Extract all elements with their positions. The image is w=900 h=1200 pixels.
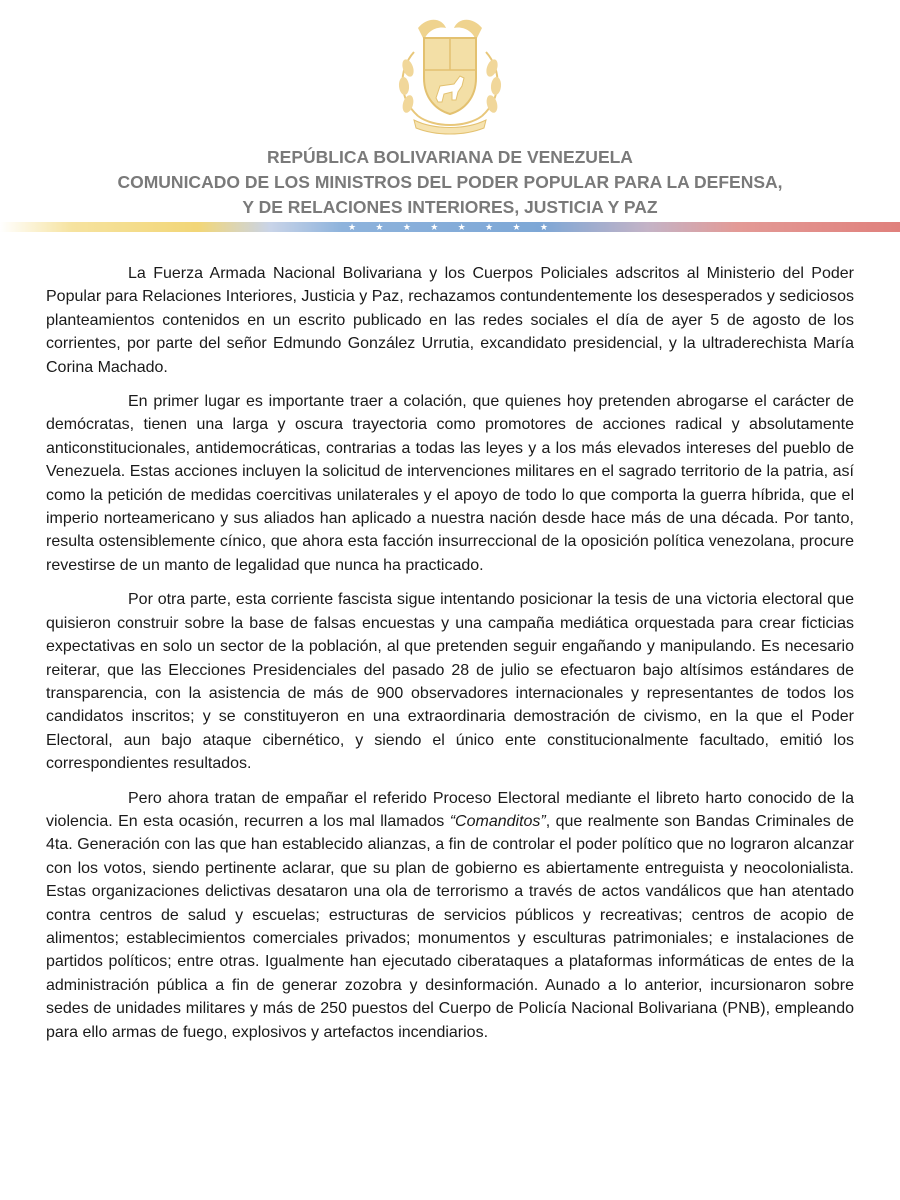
heading-communique: COMUNICADO DE LOS MINISTROS DEL PODER POPULAR PARA LA DEFENSA, <box>117 172 783 192</box>
flag-stars <box>348 222 548 232</box>
star-icon: ★ <box>348 222 357 232</box>
paragraph-4-part-a: Pero ahora tratan de empañar el referido Proceso Electoral mediante el libreto harto conocido de la violencia. En esta ocasión, recurren a los mal llamados <box>46 789 854 830</box>
star-icon: ★ <box>512 222 521 232</box>
star-icon: ★ <box>402 222 411 232</box>
star-icon: ★ <box>485 222 494 232</box>
heading-ministries: Y DE RELACIONES INTERIORES, JUSTICIA Y PAZ <box>242 197 658 217</box>
paragraph-3: Por otra parte, esta corriente fascista sigue intentando posicionar la tesis de una victoria electoral que quisieron construir sobre la base de falsas encuestas y una campaña mediática orquestada para crear ficticias expectativas en solo un sector de la población, al que pretenden seguir engañando y manipulando. Es necesario reiterar, que las Elecciones Presidenciales del pasado 28 de julio se efectuaron bajo altísimos estándares de transparencia, con la asistencia de más de 900 observadores internacionales y representantes de todos los candidatos inscritos; y se constituyeron en una extraordinaria demostración de civismo, en la que el Poder Electoral, aun bajo ataque cibernético, y siendo el único ente constitucionalmente facultado, emitió los correspondientes resultados. <box>46 591 854 773</box>
star-icon: ★ <box>457 222 466 232</box>
star-icon: ★ <box>430 222 439 232</box>
comanditos-term: “Comanditos” <box>449 812 546 830</box>
paragraph-4 <box>46 787 854 1044</box>
paragraph-1: La Fuerza Armada Nacional Bolivariana y los Cuerpos Policiales adscritos al Ministerio del Poder Popular para Relaciones Interiores, Justicia y Paz, rechazamos contundentemente los desesperados y sediciosos planteamientos contenidos en un escrito publicado en las redes sociales el día de ayer 5 de agosto de los corrientes, por parte del señor Edmundo González Urrutia, excandidato presidencial, y la ultraderechista María Corina Machado. <box>46 265 854 376</box>
star-icon: ★ <box>375 222 384 232</box>
paragraph-4-part-b: , que realmente son Bandas Criminales de 4ta. Generación con las que han establecido alianzas, a fin de controlar el poder político que no lograron alcanzar con los votos, siendo pertinente aclarar, que su plan de gobierno es abiertamente entreguista y neocolonialista. Estas organizaciones delictivas desataron una ola de terrorismo a través de actos vandálicos que han atentado contra centros de salud y escuelas; estructuras de servicios públicos y recreativas; centros de acopio de alimentos; establecimientos comerciales privados; monumentos y esculturas patrimoniales; e instalaciones de partidos políticos; entre otras. Igualmente han ejecutado ciberataques a plataformas informáticas de entes de la administración pública a fin de generar zozobra y desinformación. Aunado a lo anterior, incursionaron sobre sedes de unidades militares y más de 250 puestos del Cuerpo de Policía Nacional Bolivariana (PNB), empleando para ello armas de fuego, explosivos y artefactos incendiarios. <box>46 812 855 1041</box>
coat-of-arms-icon <box>384 12 516 138</box>
star-icon: ★ <box>539 222 548 232</box>
communique-body <box>46 262 854 1044</box>
paragraph-2: En primer lugar es importante traer a colación, que quienes hoy pretenden abrogarse el carácter de demócratas, tienen una larga y oscura trayectoria como promotores de acciones radical y absolutamente anticonstitucionales, antidemocráticas, contrarias a todas las leyes y a los más elevados intereses del pueblo de Venezuela. Estas acciones incluyen la solicitud de intervenciones militares en el sagrado territorio de la patria, así como la petición de medidas coercitivas unilaterales y el apoyo de todo lo que comporta la guerra híbrida, que el imperio norteamericano y sus aliados han aplicado a nuestra nación desde hace más de una década. Por tanto, resulta ostensiblemente cínico, que ahora esta facción insurreccional de la oposición política venezolana, procure revestirse de un manto de legalidad que nunca ha practicado. <box>46 393 854 574</box>
heading-republic: REPÚBLICA BOLIVARIANA DE VENEZUELA <box>267 147 633 167</box>
